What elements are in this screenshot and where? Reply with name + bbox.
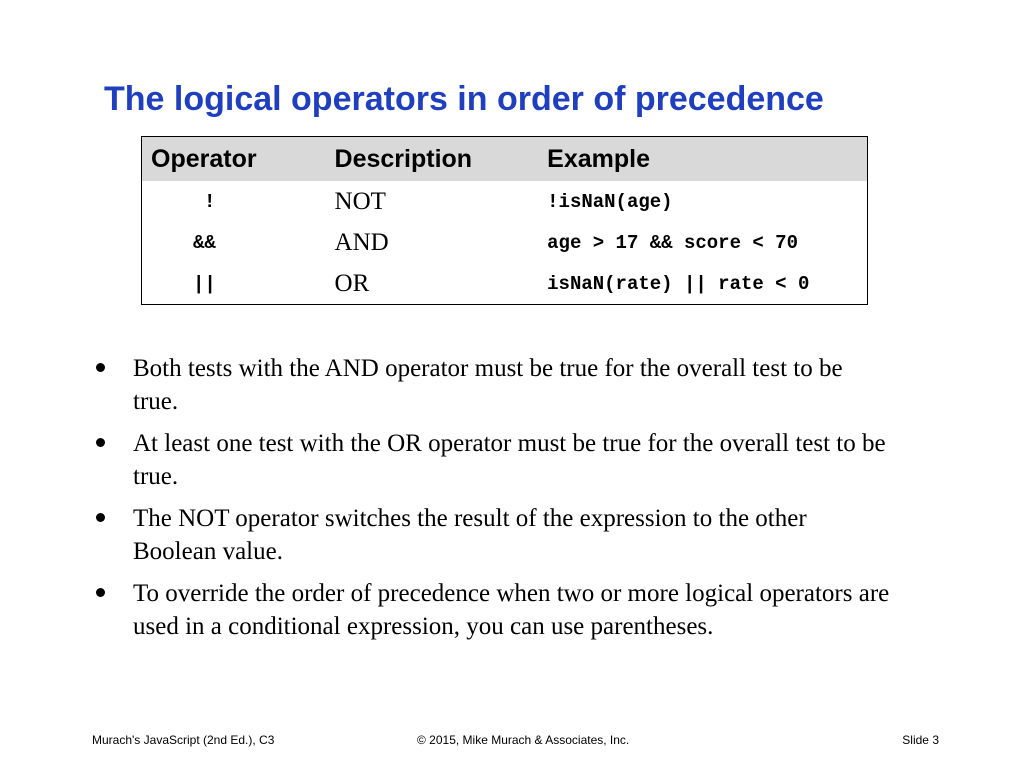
example-cell: age > 17 && score < 70	[547, 231, 798, 254]
footer-copyright: © 2015, Mike Murach & Associates, Inc.	[417, 733, 630, 747]
list-item	[92, 352, 892, 418]
description-cell: OR	[334, 269, 370, 297]
bullet-list	[92, 352, 892, 652]
table-row	[142, 181, 868, 222]
description-cell: NOT	[334, 187, 386, 215]
list-item	[92, 427, 892, 493]
description-cell: AND	[334, 228, 389, 256]
bullet-text: Both tests with the AND operator must be true for the overall test to be true.	[133, 355, 843, 415]
table-header-row	[142, 137, 868, 182]
slide-title: The logical operators in order of precedence	[104, 80, 824, 118]
bullet-icon	[96, 363, 105, 372]
example-cell: !isNaN(age)	[547, 190, 673, 213]
operator-cell: ||	[193, 272, 216, 295]
bullet-icon	[96, 438, 105, 447]
footer-slide-number: Slide 3	[902, 733, 939, 747]
list-item	[92, 577, 892, 643]
operator-cell: &&	[193, 231, 216, 254]
bullet-text: The NOT operator switches the result of the expression to the other Boolean value.	[133, 505, 807, 565]
table-row	[142, 263, 868, 305]
bullet-icon	[96, 588, 105, 597]
bullet-icon	[96, 513, 105, 522]
table-row	[142, 222, 868, 263]
example-cell: isNaN(rate) || rate < 0	[547, 272, 810, 295]
operator-cell: !	[204, 190, 216, 213]
bullet-text: To override the order of precedence when two or more logical operators are used in a conditional expression, you can use parentheses.	[133, 580, 890, 640]
bullet-text: At least one test with the OR operator must be true for the overall test to be true.	[133, 430, 886, 490]
header-description: Description	[335, 137, 548, 182]
list-item	[92, 502, 892, 568]
header-operator: Operator	[142, 137, 335, 182]
footer-book-title: Murach's JavaScript (2nd Ed.), C3	[92, 733, 275, 747]
operators-table	[141, 136, 868, 305]
header-example: Example	[547, 137, 867, 182]
